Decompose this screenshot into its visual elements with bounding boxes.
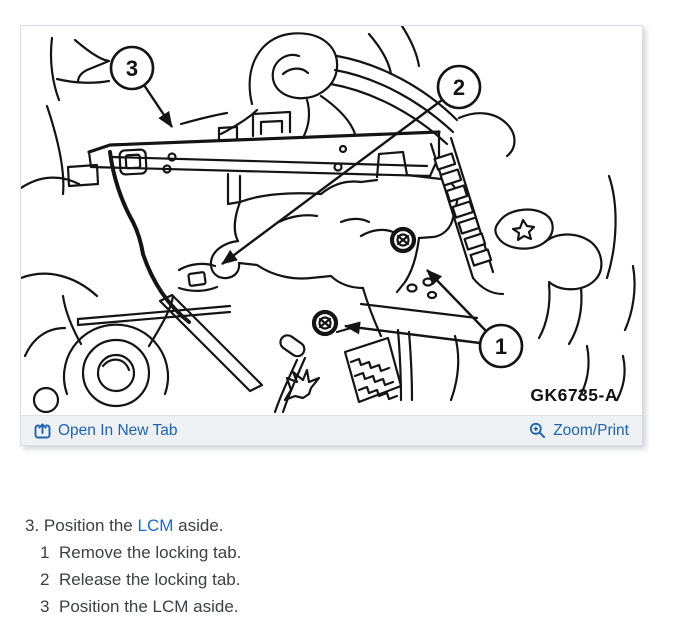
lcm-diagram (21, 26, 642, 415)
screw-upper (392, 229, 414, 251)
step-text-pre: Position the (43, 516, 133, 535)
figure-canvas (21, 26, 642, 415)
striped-connector (337, 288, 401, 402)
open-in-new-tab-icon (34, 422, 51, 439)
substep-2 (40, 566, 665, 593)
step-number: 3. (25, 516, 40, 535)
zoom-icon (529, 422, 546, 439)
substeps (40, 539, 665, 620)
callout-arrows (144, 85, 486, 343)
callout-2-number: 2 (452, 75, 466, 100)
callout-3-number: 3 (125, 56, 139, 81)
figure-panel (20, 25, 643, 446)
open-in-new-tab-label: Open In New Tab (58, 421, 178, 439)
substep-1-number: 1 (40, 543, 50, 562)
substep-2-text: Release the locking tab. (59, 570, 241, 589)
substep-3-text: Position the LCM aside. (59, 597, 239, 616)
figure-toolbar (21, 415, 642, 445)
torx-bolt (495, 210, 552, 249)
substep-1 (40, 539, 665, 566)
column-boot (34, 295, 458, 412)
lever-rod (361, 304, 477, 318)
open-in-new-tab-link[interactable] (34, 422, 177, 440)
substep-3-number: 3 (40, 597, 50, 616)
step-line (25, 512, 665, 539)
callout-3 (111, 47, 153, 89)
zoom-print-link[interactable] (529, 422, 629, 440)
substep-1-text: Remove the locking tab. (59, 543, 242, 562)
callout-1 (480, 325, 522, 367)
zoom-print-label: Zoom/Print (553, 421, 629, 439)
callout-1-number: 1 (494, 334, 508, 359)
substep-3 (40, 593, 665, 620)
screw-lower (314, 312, 336, 334)
right-bracket (539, 176, 635, 400)
substep-2-number: 2 (40, 570, 50, 589)
instructions (25, 512, 665, 620)
callout-2 (438, 66, 480, 108)
figure-id-label: GK6735-A (530, 385, 618, 405)
lcm-link[interactable]: LCM (137, 516, 174, 535)
step-text-post: aside. (178, 516, 224, 535)
wiring-harness (181, 26, 457, 144)
